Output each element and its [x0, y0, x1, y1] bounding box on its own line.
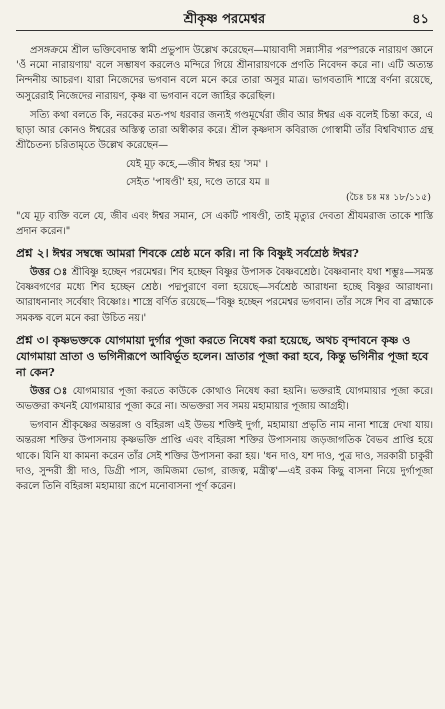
question-2-text: ঈশ্বর সম্বন্ধে আমরা শিবকে শ্রেষ্ঠ মনে করি। না কি বিষ্ণুই সর্বশ্রেষ্ঠ ঈশ্বর? — [52, 247, 359, 261]
verse-line-1: যেই মূঢ় কহে,—জীব ঈশ্বর হয় 'সম' । — [126, 159, 269, 171]
paragraph-2: সত্যি কথা বলতে কি, নরকের মত-পথ ধরবার জন্যই গণ্ডমূর্খেরা জীব আর ঈশ্বর এক বলেই চিন্তা করে, এ ছাড়া আর কোনও ঈশ্বরের অস্তিত্ব তারা অস্বীকার করে। শ্রীল কৃষ্ণদাস কবিরাজ গোস্বামী তাঁর বিশ্ববিখ্যাত গ্রন্থ শ্রীচৈতন্য চরিতামৃতে উল্লেখ করেছেন— — [16, 109, 433, 152]
paragraph-1: প্রসঙ্গক্রমে শ্রীল ভক্তিবেদান্ত স্বামী প্রভুপাদ উল্লেখ করেছেন—মায়াবাদী সন্ন্যাসীর পরস্পরকে নারায়ণ জ্ঞানে 'ওঁ নমো নারায়ণায়' বলে সম্ভাষণ করলেও মন্দিরে গিয়ে শ্রীনারায়ণকে প্রণতি নিবেদন করে না। এটি অত্যন্ত নিন্দনীয় আচরণ। যারা নিজেদের ভগবান বলে মনে করে তারা অসুর মাত্র। ভাগবতাদি শাস্ত্রে বর্ণনা রয়েছে, অসুরেরাই নিজেদের নারায়ণ, কৃষ্ণ বা ভগবান বলে জাহির করেছিল। — [16, 45, 433, 102]
verse-line-2: সেইত 'পাষণ্ডী' হয়, দণ্ডে তারে যম ॥ — [126, 177, 270, 189]
answer-3-text: যোগমায়ার পূজা করতে কাউকে কোথাও নিষেধ করা হয়নি। ভক্তরাই যোগমায়ার পূজা করে। অভক্তরা কখনই যোগমায়ার পূজা করে না। অভক্তরা সব সময় মহামায়ার পূজায় আগ্রহী। — [16, 385, 433, 413]
question-3-number: প্রশ্ন ৩। — [16, 332, 49, 347]
answer-2-text: শ্রীবিষ্ণু হচ্ছেন পরমেশ্বর। শিব হচ্ছেন বিষ্ণুর উপাসক বৈষ্ণবশ্রেষ্ঠ। বৈষ্ণবানাং যথা শম্ভুঃ—সমস্ত বৈষ্ণবগণের মধ্যে শিব হচ্ছেন শ্রেষ্ঠ। পদ্মপুরাণে বলা হয়েছে—সর্বশ্রেষ্ঠ আরাধনা হচ্ছে বিষ্ণুর আরাধনা। আরাধনানাং সর্বেষাং বিষ্ণোঃ। শাস্ত্রে বর্ণিত রয়েছে—'বিষ্ণু হচ্ছেন পরমেশ্বর ভগবান। তাঁর সঙ্গে শিব বা ব্রহ্মাকে সমকক্ষ বলে মনে করা উচিত নয়।' — [16, 267, 433, 324]
verse-block — [16, 157, 433, 190]
answer-2 — [16, 265, 433, 326]
closing-paragraph: ভগবান শ্রীকৃষ্ণের অন্তরঙ্গা ও বহিরঙ্গা এই উভয় শক্তিই দুর্গা, মহামায়া প্রভৃতি নাম নানা শাস্ত্রে দেখা যায়। অন্তরঙ্গা শক্তির উপাসনায় কৃষ্ণভক্তি প্রাপ্তি এবং বহিরঙ্গা শক্তির উপাসনায় জড়জাগতিক বৈভব প্রাপ্তি হয়ে থাকে। যিনি যা কামনা করেন তাঁর সেই শক্তির উপাসনা করা হয়। 'ধন দাও, যশ দাও, পুত্র দাও, সরকারী চাকুরী দাও, সুন্দরী স্ত্রী দাও, ডিগ্রী পাস, জমিজমা ভোগ, রাজত্ব, মন্ত্রীত্ব'—এই রকম কিছু বাসনা নিয়ে দুর্গাপূজা করলে তিনি বহিরঙ্গা মহামায়া রূপে মনোবাসনা পূর্ণ করেন। — [16, 420, 433, 493]
page-number: ৪১ — [412, 12, 429, 27]
answer-2-label: উত্তর ঃ — [30, 267, 68, 279]
question-2-number: প্রশ্ন ২। — [16, 246, 49, 261]
running-title: শ্রীকৃষ্ণ পরমেশ্বর — [183, 12, 266, 27]
answer-3-label: উত্তর ঃ — [30, 385, 69, 397]
question-3 — [16, 332, 433, 381]
question-3-text: কৃষ্ণভক্তকে যোগমায়া দুর্গার পূজা করতে নিষেধ করা হয়েছে, অথচ বৃন্দাবনে কৃষ্ণ ও যোগমায়া ভ্রাতা ও ভগিনীরূপে আবির্ভূত হলেন। ভ্রাতার পূজা করা হবে, কিন্তু ভগিনীর পূজা হবে না কেন? — [16, 333, 429, 379]
answer-3 — [16, 384, 433, 414]
question-2 — [16, 245, 433, 262]
page-content — [16, 43, 433, 494]
verse-translation: "যে মূঢ় ব্যক্তি বলে যে, জীব এবং ঈশ্বর সমান, সে একটি পাষণ্ডী, তাই মৃত্যুর দেবতা শ্রীযমরাজ তাকে শাস্তি প্রদান করেন।" — [16, 210, 433, 237]
page-header — [16, 6, 433, 31]
verse-reference: (চৈঃ চঃ মঃ ১৮/১১৫) — [345, 192, 431, 204]
